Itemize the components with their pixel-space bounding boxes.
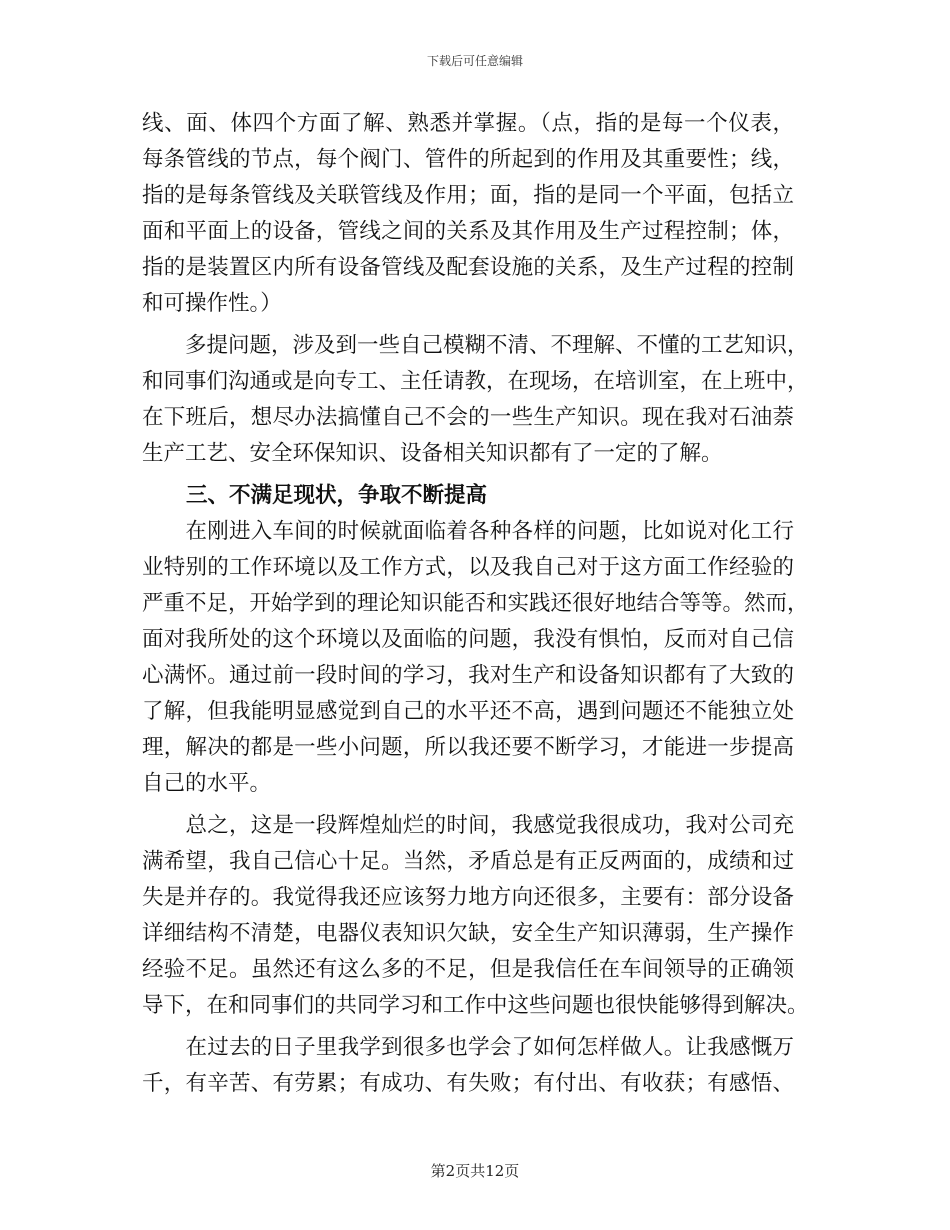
paragraph: [142, 106, 794, 322]
text-line: 指的是每条管线及关联管线及作用；面，指的是同一个平面，包括立: [142, 183, 794, 208]
text-line: 面对我所处的这个环境以及面临的问题，我没有惧怕，反而对自己信: [142, 627, 794, 652]
paragraph: [142, 808, 809, 1024]
text-line: 自己的水平。: [142, 771, 272, 796]
page-footer: 第2页共12页: [430, 1162, 520, 1180]
text-line: 心满怀。通过前一段时间的学习，我对生产和设备知识都有了大致的: [142, 663, 794, 688]
text-line: 千，有辛苦、有劳累；有成功、有失败；有付出、有收获；有感悟、: [142, 1071, 794, 1096]
paragraph: [142, 514, 809, 802]
text-line: 经验不足。虽然还有这么多的不足，但是我信任在车间领导的正确领: [142, 957, 794, 982]
text-line: 生产工艺、安全环保知识、设备相关知识都有了一定的了解。: [142, 441, 723, 466]
page-header: 下载后可任意编辑: [426, 54, 523, 68]
text-line: 严重不足，开始学到的理论知识能否和实践还很好地结合等等。然而，: [142, 591, 809, 616]
text-line: 和同事们沟通或是向专工、主任请教，在现场，在培训室，在上班中，: [142, 369, 809, 394]
text-line: 总之，这是一段辉煌灿烂的时间，我感觉我很成功，我对公司充: [142, 813, 794, 838]
text-line: 在下班后，想尽办法搞懂自己不会的一些生产知识。现在我对石油萘: [142, 405, 794, 430]
text-line: 指的是装置区内所有设备管线及配套设施的关系，及生产过程的控制: [142, 255, 794, 280]
text-line: 面和平面上的设备，管线之间的关系及其作用及生产过程控制；体，: [142, 219, 794, 244]
text-line: 失是并存的。我觉得我还应该努力地方向还很多，主要有：部分设备: [142, 885, 794, 910]
text-line: 在过去的日子里我学到很多也学会了如何怎样做人。让我感慨万: [142, 1035, 794, 1060]
text-line: 详细结构不清楚，电器仪表知识欠缺，安全生产知识薄弱，生产操作: [142, 921, 794, 946]
section-heading: 三、不满足现状，争取不断提高: [186, 483, 488, 508]
paragraph: [142, 328, 809, 472]
text-line: 业特别的工作环境以及工作方式，以及我自己对于这方面工作经验的: [142, 555, 794, 580]
text-line: 在刚进入车间的时候就面临着各种各样的问题，比如说对化工行: [142, 519, 794, 544]
text-line: 多提问题，涉及到一些自己模糊不清、不理解、不懂的工艺知识，: [142, 333, 809, 358]
text-line: 满希望，我自己信心十足。当然，矛盾总是有正反两面的，成绩和过: [142, 849, 794, 874]
paragraph: [142, 1030, 794, 1102]
text-line: 和可操作性。）: [142, 291, 282, 316]
text-line: 了解，但我能明显感觉到自己的水平还不高，遇到问题还不能独立处: [142, 699, 794, 724]
text-line: 线、面、体四个方面了解、熟悉并掌握。（点，指的是每一个仪表，: [142, 111, 794, 136]
text-line: 导下，在和同事们的共同学习和工作中这些问题也很快能够得到解决。: [142, 993, 809, 1018]
text-line: 每条管线的节点，每个阀门、管件的所起到的作用及其重要性；线，: [142, 147, 794, 172]
text-line: 理，解决的都是一些小问题，所以我还要不断学习，才能进一步提高: [142, 735, 794, 760]
document-body: [142, 106, 809, 1102]
